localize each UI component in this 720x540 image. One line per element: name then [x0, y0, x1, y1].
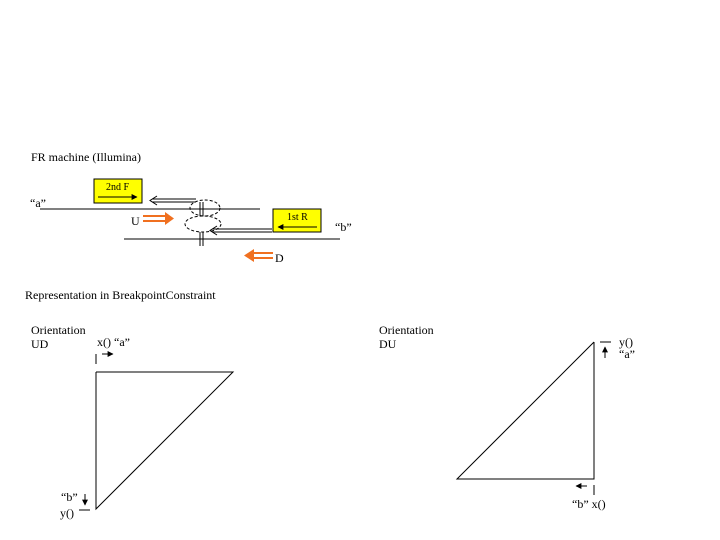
- strand-a-label: “a”: [30, 196, 46, 210]
- section-title: Representation in BreakpointConstraint: [25, 288, 216, 302]
- double-arrow-top-head: [150, 196, 157, 205]
- orange-arrow-d-head: [244, 249, 254, 262]
- junction-ellipse-bottom: [185, 216, 221, 232]
- fr-machine-title: FR machine (Illumina): [31, 150, 141, 164]
- ud-x-label: x() “a”: [97, 335, 130, 349]
- box-1st-r-label: 1st R: [287, 212, 308, 223]
- ud-triangle: [96, 372, 233, 509]
- du-orientation-label: Orientation: [379, 323, 434, 337]
- orange-arrow-u-head: [165, 212, 174, 225]
- label-d: D: [275, 251, 284, 265]
- ud-orientation-label: Orientation: [31, 323, 86, 337]
- label-u: U: [131, 214, 140, 228]
- ud-y-label: y(): [60, 506, 74, 520]
- du-a-label: “a”: [619, 347, 635, 361]
- du-y-label: y(): [619, 335, 633, 349]
- box-2nd-f-label: 2nd F: [106, 182, 130, 193]
- strand-b-label: “b”: [335, 220, 352, 234]
- ud-b-label: “b”: [61, 490, 78, 504]
- du-orientation-value: DU: [379, 337, 397, 351]
- du-b-x-label: “b” x(): [572, 497, 606, 511]
- ud-orientation-value: UD: [31, 337, 49, 351]
- du-triangle: [457, 342, 594, 479]
